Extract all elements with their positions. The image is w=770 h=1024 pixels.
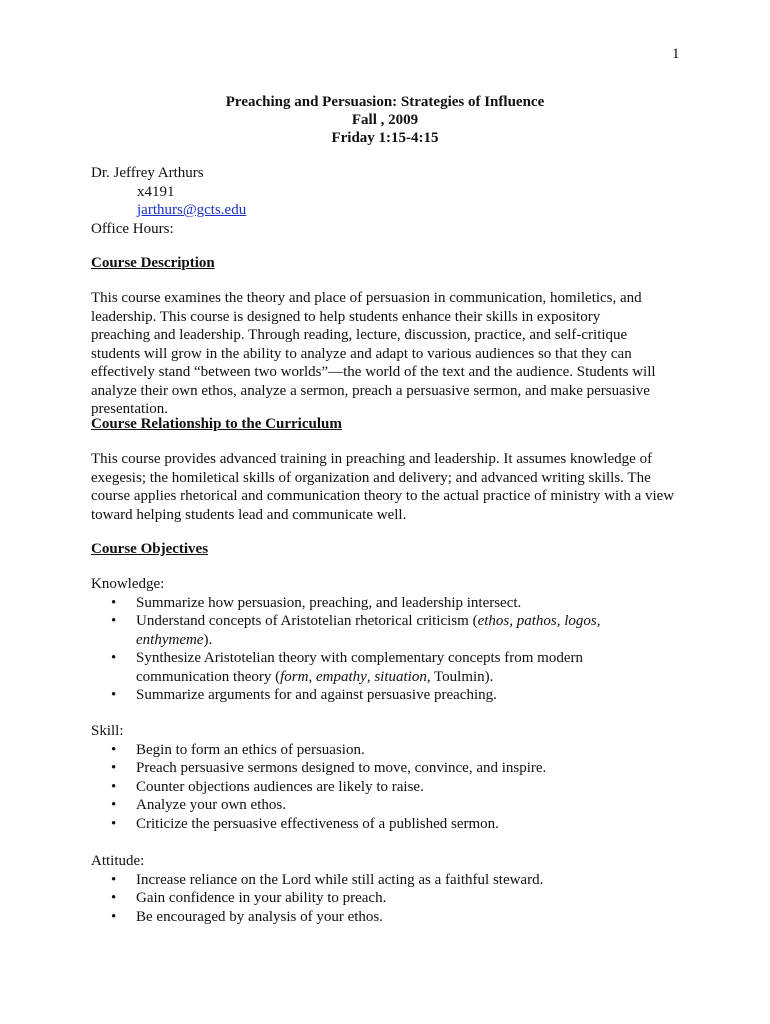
list-item: • Be encouraged by analysis of your ethos. <box>136 908 691 927</box>
list-item: • Criticize the persuasive effectiveness of a published sermon. <box>136 815 691 834</box>
paragraph: This course provides advanced training in preaching and leadership. It assumes knowledge of exegesis; the homiletical skills of organization and delivery; and advanced writing skills. The course applies rhetorical and communication theory to the actual practice of ministry with a view toward helping students lead and communicate well. <box>91 451 675 523</box>
list-item <box>136 649 651 686</box>
knowledge-label: Knowledge: <box>91 576 165 592</box>
list-item: • Increase reliance on the Lord while still acting as a faithful steward. <box>136 871 691 890</box>
list-item: • Summarize how persuasion, preaching, and leadership intersect. <box>136 594 651 613</box>
list-item: • Begin to form an ethics of persuasion. <box>136 741 691 760</box>
list-item-text: Synthesize Aristotelian theory with complementary concepts from modern communication theory ( <box>136 650 583 685</box>
course-term: Fall , 2009 <box>351 112 419 128</box>
knowledge-section <box>91 575 651 705</box>
course-time: Friday 1:15-4:15 <box>331 130 439 146</box>
attitude-label: Attitude: <box>91 853 145 869</box>
objectives-heading <box>91 540 691 559</box>
list-item-text: , <box>308 668 316 685</box>
list-item-italic: empathy <box>315 668 367 685</box>
course-description-text <box>91 289 661 419</box>
curriculum-heading <box>91 415 691 434</box>
list-item: • Analyze your own ethos. <box>136 796 691 815</box>
list-item: • Summarize arguments for and against persuasive preaching. <box>136 686 651 705</box>
list-item-italic: form <box>280 668 309 685</box>
knowledge-list <box>91 594 651 705</box>
skill-list <box>91 741 691 834</box>
list-item-italic: situation <box>374 668 427 685</box>
section-heading: Course Objectives <box>91 541 209 557</box>
course-description-heading <box>91 254 691 273</box>
list-item <box>136 612 651 649</box>
list-item-text: Understand concepts of Aristotelian rhetorical criticism ( <box>136 613 478 629</box>
page-number: 1 <box>672 46 680 62</box>
list-item-text: ). <box>203 631 213 648</box>
paragraph: This course examines the theory and place of persuasion in communication, homiletics, and leadership. This course is designed to help students enhance their skills in expository preaching and leadership. Through reading, lecture, discussion, practice, and self-critique students will grow in the ability to analyze and adapt to various audiences so that they can effectively stand “between two worlds”—the world of the text and the audience. Students will analyze their own ethos, analyze a sermon, preach a persuasive sermon, and make persuasive presentation. <box>91 290 656 417</box>
section-heading: Course Description <box>91 255 215 271</box>
instructor-info <box>91 164 691 238</box>
list-item: • Preach persuasive sermons designed to move, convince, and inspire. <box>136 759 691 778</box>
office-hours: Office Hours: <box>91 220 174 237</box>
instructor-name: Dr. Jeffrey Arthurs <box>91 165 204 181</box>
list-item-text: , <box>366 668 375 685</box>
attitude-section <box>91 852 691 926</box>
list-item: • Gain confidence in your ability to preach. <box>136 889 691 908</box>
document-title <box>0 93 770 147</box>
list-item-italic: ethos, pathos, logos, enthymeme <box>136 613 601 648</box>
instructor-phone: x4191 <box>137 183 175 200</box>
skill-section <box>91 722 691 833</box>
course-title: Preaching and Persuasion: Strategies of Influence <box>225 94 545 110</box>
section-heading: Course Relationship to the Curriculum <box>91 416 342 432</box>
skill-label: Skill: <box>91 723 124 739</box>
list-item: • Counter objections audiences are likely to raise. <box>136 778 691 797</box>
instructor-email-link[interactable]: jarthurs@gcts.edu <box>137 202 247 218</box>
curriculum-text <box>91 450 683 524</box>
list-item-text: , Toulmin). <box>426 668 494 685</box>
attitude-list <box>91 871 691 927</box>
